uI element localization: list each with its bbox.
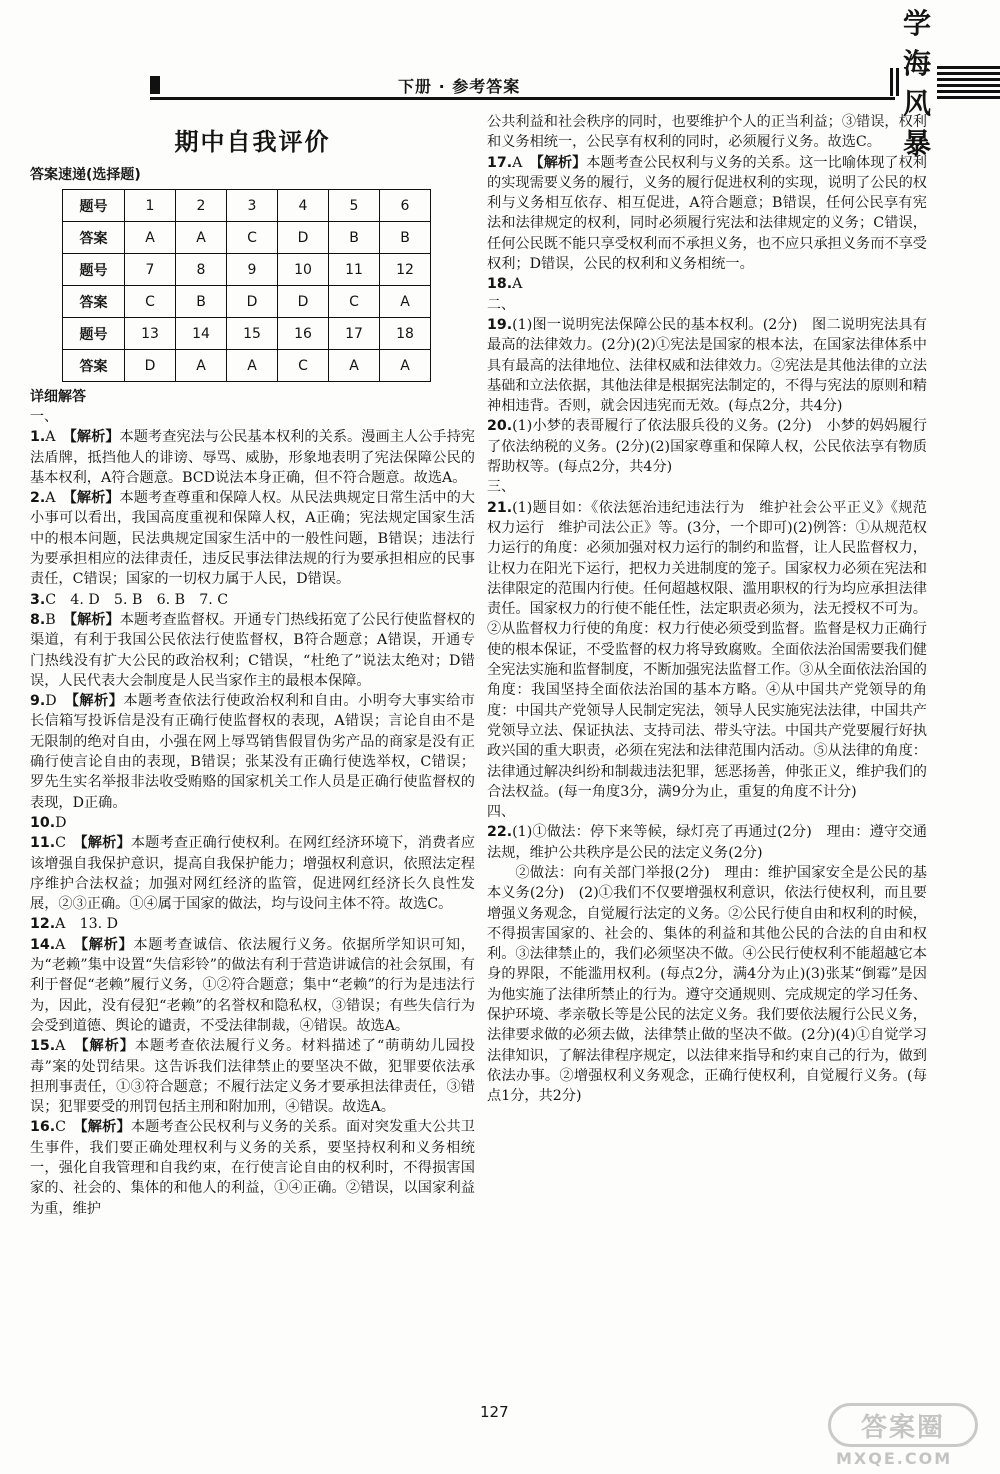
table-cell: A <box>380 286 431 318</box>
table-cell: 12 <box>380 254 431 286</box>
table-cell: 17 <box>329 318 380 350</box>
logo-bars-icon <box>890 68 899 96</box>
table-cell: B <box>329 222 380 254</box>
header-title: 下册 · 参考答案 <box>398 77 521 96</box>
section-title: 期中自我评价 <box>174 128 331 156</box>
table-cell: A <box>125 222 176 254</box>
answer-item-9: 9.D 【解析】本题考查依法行使政治权利和自由。小明夸大事实给市长信箱写投诉信是没有正确行使监督权的表现，A错误；言论自由不是无限制的绝对自由，小强在网上辱骂销售假冒伪劣产品的商家是没有正确行使言论自由的表现，B错误；张某没有正确行使选举权，C错误；罗先生实名举报非法收受贿赂的国家机关工作人员是正确行使监督权的表现，D正确。 <box>30 693 475 811</box>
watermark-logo-icon: 答案圈 <box>828 1403 978 1447</box>
table-cell: 16 <box>278 318 329 350</box>
answer-item-18: 18.A <box>487 276 523 293</box>
answer-item-14: 14.A 【解析】本题考查诚信、依法履行义务。依据所学知识可知，为“老赖”集中设置“失信彩铃”的做法有利于营造讲诚信的社会氛围，有利于督促“老赖”履行义务，①②符合题意；集中“老赖”的行为是违法行为，因此，没有侵犯“老赖”的名誉权和隐私权，③错误；有些失信行为会受到道德、舆论的谴责，不受法律制裁，④错误。故选A。 <box>30 936 475 1034</box>
header-rule <box>150 97 895 100</box>
answer-table <box>62 189 431 382</box>
answer-item-12-13: 12.A 13. D <box>30 916 119 933</box>
answer-item-16: 16.C 【解析】本题考查公民权利与义务的关系。面对突发重大公共卫生事件，我们要正确处理权利与义务的关系，要坚持权利和义务相统一，强化自我管理和自我约束，在行使言论自由的权利时，不得损害国家的、社会的、集体的和他人的利益，①④正确。②错误，以国家利益为重，维护 <box>30 1119 475 1217</box>
table-cell: 9 <box>227 254 278 286</box>
table-cell: D <box>227 286 278 318</box>
answer-item-10: 10.D <box>30 814 67 831</box>
table-cell: C <box>227 222 278 254</box>
table-row <box>63 254 431 286</box>
detail-label: 详细解答 <box>30 389 86 405</box>
table-cell: 4 <box>278 190 329 222</box>
section-three-marker: 三、 <box>487 479 515 496</box>
table-cell: A <box>176 222 227 254</box>
section-four-marker: 四、 <box>487 804 515 821</box>
table-cell: 2 <box>176 190 227 222</box>
table-row <box>63 190 431 222</box>
answer-item-2: 2.A 【解析】本题考查尊重和保障人权。从民法典规定日常生活中的大小事可以看出，我国高度重视和保障人权，A正确；宪法规定国家生活中的根本问题，民法典规定国家生活中的一般性问题，B错误；违法行为要承担相应的法律责任，违反民事法律法规的行为要承担相应的民事责任，C错误；国家的一切权力属于人民，D错误。 <box>30 490 475 588</box>
table-cell: 18 <box>380 318 431 350</box>
answer-item-8: 8.B 【解析】本题考查监督权。开通专门热线拓宽了公民行使监督权的渠道，有利于我国公民依法行使监督权，B符合题意；A错误，开通专门热线没有扩大公民的政治权利；C错误，“杜绝了”说法太绝对；D错误，人民代表大会制度是人民当家作主的最根本保障。 <box>30 611 475 689</box>
table-cell: B <box>176 286 227 318</box>
quick-answers-label: 答案速递(选择题) <box>30 167 141 183</box>
table-cell: 3 <box>227 190 278 222</box>
answer-item-3-7: 3.C 4. D 5. B 6. B 7. C <box>30 591 229 608</box>
table-row <box>63 286 431 318</box>
answer-item-21: 21.(1)题目如：《依法惩治违纪违法行为 维护社会公平正义》《规范权力运行 维护司法公正》等。(3分，一个即可)(2)例答：①从规范权力运行的角度：必须加强对权力运行的制约和监督，让人民监督权力，让权力在阳光下运行，把权力关进制度的笼子。国家权力必须在宪法和法律限定的范围内行使。任何超越权限、滥用职权的行为均应承担法律责任。国家权力的行使不能任性，法定职责必须为，法无授权不可为。②从监督权力行使的角度：权力行使必须受到监督。监督是权力正确行使的根本保证，不受监督的权力将导致腐败。全面依法治国需要我们健全宪法实施和监督制度，不断加强宪法监督工作。③从全面依法治国的角度：我国坚持全面依法治国的基本方略。④从中国共产党领导的角度：中国共产党领导人民制定宪法，领导人民实施宪法法律，中国共产党领导立法、保证执法、支持司法、带头守法。中国共产党要履行好执政兴国的重大职责，必须在宪法和法律范围内活动。⑤从法律的角度：法律通过解决纠纷和制裁违法犯罪，惩恶扬善，伸张正义，维护我们的合法权益。(每一角度3分，满9分为止，重复的角度不计分) <box>487 499 927 800</box>
page-number: 127 <box>480 1403 509 1421</box>
answer-item-1: 1.A 【解析】本题考查宪法与公民基本权利的关系。漫画主人公手持宪法盾牌，抵挡他人的诽谤、辱骂、威胁，形象地表明了宪法保障公民的基本权利，A符合题意。BCD说法本身正确，但不符合题意。故选A。 <box>30 429 475 486</box>
left-column <box>30 112 475 1219</box>
table-cell: C <box>278 350 329 382</box>
table-cell: 13 <box>125 318 176 350</box>
section-one-marker: 一、 <box>30 409 58 425</box>
table-cell: D <box>278 286 329 318</box>
table-cell: B <box>380 222 431 254</box>
table-cell: 1 <box>125 190 176 222</box>
table-cell: C <box>125 286 176 318</box>
table-cell: 6 <box>380 190 431 222</box>
table-cell: D <box>278 222 329 254</box>
table-cell: A <box>176 350 227 382</box>
table-cell: 11 <box>329 254 380 286</box>
brand-logo <box>890 7 1000 160</box>
section-two-marker: 二、 <box>487 296 515 313</box>
table-cell: 10 <box>278 254 329 286</box>
answer-item-15: 15.A 【解析】本题考查依法履行义务。材料描述了“萌萌幼儿园投毒”案的处罚结果。这告诉我们法律禁止的要坚决不做，犯罪要依法承担刑事责任，①③符合题意；不履行法定义务才要承担法律责任，③错误；犯罪要受的刑罚包括主刑和附加刑，④错误。故选A。 <box>30 1038 475 1116</box>
table-cell: 题号 <box>63 318 125 350</box>
table-cell: 7 <box>125 254 176 286</box>
table-cell: 5 <box>329 190 380 222</box>
table-cell: D <box>125 350 176 382</box>
answer-item-20: 20.(1)小梦的表哥履行了依法服兵役的义务。(2分) 小梦的妈妈履行了依法纳税的义务。(2分)(2)国家尊重和保障人权，公民依法享有物质帮助权等。(每点2分，共4分) <box>487 418 927 476</box>
table-cell: A <box>227 350 278 382</box>
watermark-url: MXQE.COM <box>836 1449 953 1468</box>
table-cell: A <box>329 350 380 382</box>
logo-lines-icon <box>937 66 1000 99</box>
answer-item-19: 19.(1)图一说明宪法保障公民的基本权利。(2分) 图二说明宪法具有最高的法律效力。(2分)(2)①宪法是国家的根本法，在国家法律体系中具有最高的法律地位、法律权威和法律效力。②宪法是其他法律的立法基础和立法依据，其他法律是根据宪法制定的，不得与宪法的原则和精神相违背。否则，就会因违宪而无效。(每点2分，共4分) <box>487 316 927 415</box>
table-cell: 答案 <box>63 350 125 382</box>
answer-item-22: 22.(1)①做法：停下来等候，绿灯亮了再通过(2分) 理由：遵守交通法规，维护公共秩序是公民的法定义务(2分) <box>487 824 927 861</box>
answer-item-22-continued: ②做法：向有关部门举报(2分) 理由：维护国家安全是公民的基本义务(2分) (2)①我们不仅要增强权利意识，依法行使权利，而且要增强义务观念，自觉履行法定的义务。②公民行使自由和权利的时候，不得损害国家的、社会的、集体的利益和其他公民的合法的自由和权利。③法律禁止的，我们必须坚决不做。④公民行使权利不能超越它本身的界限，不能滥用权利。(每点2分，满4分为止)(3)张某“倒霉”是因为他实施了法律所禁止的行为。遵守交通规则、完成规定的学习任务、保护环境、孝亲敬长等是公民的法定义务。我们要依法履行公民义务，法律要求做的必须去做，法律禁止做的坚决不做。(2分)(4)①自觉学习法律知识，了解法律程序规定，以法律来指导和约束自己的行为，做到依法办事。②增强权利义务观念，正确行使权利，自觉履行义务。(每点1分，共2分) <box>487 864 927 1105</box>
answer-item-11: 11.C 【解析】本题考查正确行使权利。在网红经济环境下，消费者应该增强自我保护意识，提高自我保护能力；增强权利意识，依照法定程序维护合法权益；加强对网红经济的监管，促进网红经济长久良性发展，②③正确。①④属于国家的做法，均与设问主体不符。故选C。 <box>30 835 475 913</box>
table-row <box>63 318 431 350</box>
logo-text: 学海风暴 <box>903 7 932 160</box>
table-cell: A <box>380 350 431 382</box>
table-cell: 题号 <box>63 190 125 222</box>
table-row <box>63 222 431 254</box>
answer-item-17: 17.A 【解析】本题考查公民权利与义务的关系。这一比喻体现了权利的实现需要义务的履行，义务的履行促进权利的实现，说明了公民的权利与义务相互依存、相互促进，A符合题意；B错误，任何公民享有宪法和法律规定的权利，同时必须履行宪法和法律规定的义务；C错误，任何公民既不能只享受权利而不承担义务，也不应只承担义务而不享受权利；D错误，公民的权利和义务相统一。 <box>487 154 927 273</box>
table-cell: 15 <box>227 318 278 350</box>
table-cell: 题号 <box>63 254 125 286</box>
table-cell: 8 <box>176 254 227 286</box>
table-cell: C <box>329 286 380 318</box>
table-row <box>63 350 431 382</box>
table-cell: 答案 <box>63 286 125 318</box>
table-cell: 14 <box>176 318 227 350</box>
right-column <box>487 112 927 1107</box>
header-marker <box>150 76 160 94</box>
watermark <box>828 1403 978 1469</box>
table-cell: 答案 <box>63 222 125 254</box>
answer-item-16-continued: 公共利益和社会秩序的同时，也要维护个人的正当利益；③错误，权利和义务相统一，公民享有权利的同时，必须履行义务。故选C。 <box>487 114 927 151</box>
